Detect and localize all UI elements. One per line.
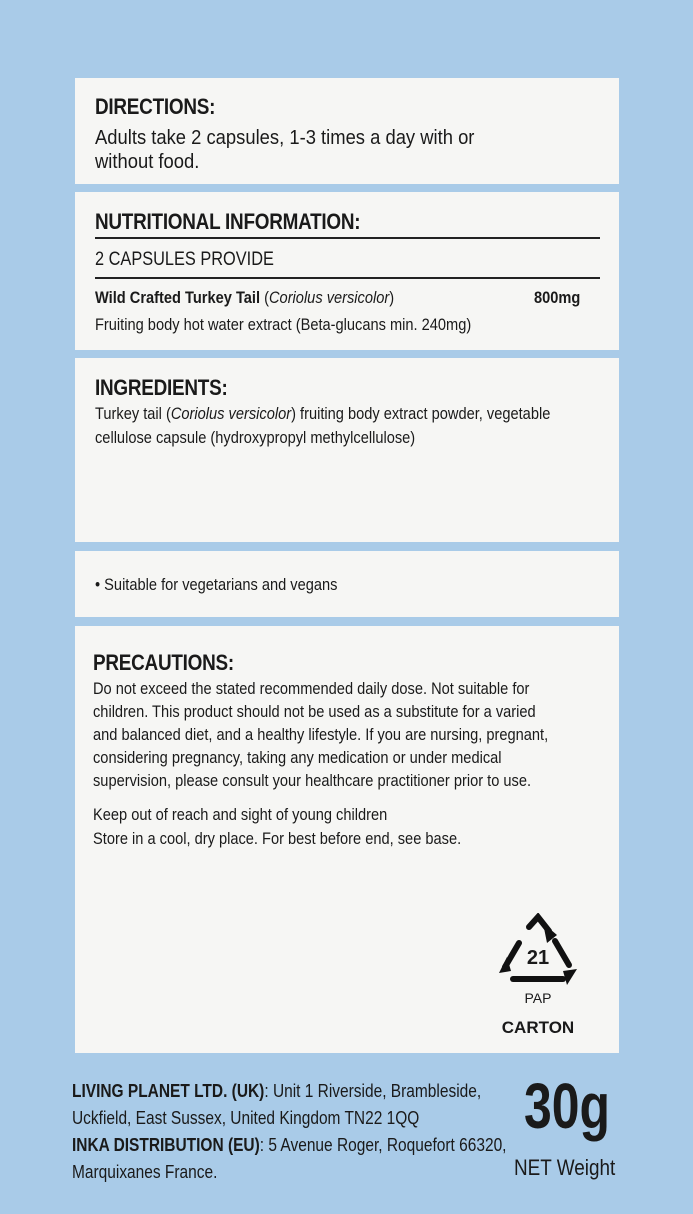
ingredients-panel — [75, 358, 619, 542]
footer-uk-line-1: LIVING PLANET LTD. (UK): Unit 1 Riverside, Brambleside, — [72, 1081, 482, 1101]
recycling-material: CARTON — [501, 1018, 575, 1037]
precautions-line-1: Do not exceed the stated recommended daily dose. Not suitable for — [93, 679, 530, 698]
precautions-line-4: considering pregnancy, taking any medication or under medical — [93, 748, 502, 767]
net-weight-label: NET Weight — [514, 1155, 616, 1180]
nutrition-item-amount: 800mg — [534, 288, 581, 307]
nutrition-item-latin: Coriolus versicolor — [269, 288, 390, 307]
nutrition-panel — [75, 192, 619, 350]
nutrition-item-name: Wild Crafted Turkey Tail — [95, 288, 261, 307]
nutrition-item-detail: Fruiting body hot water extract (Beta-glucans min. 240mg) — [95, 315, 472, 334]
precautions-heading: PRECAUTIONS: — [93, 650, 234, 675]
nutrition-rule-top — [95, 237, 600, 239]
directions-heading: DIRECTIONS: — [95, 94, 216, 119]
directions-line-2: without food. — [95, 151, 200, 173]
precautions-line-3: and balanced diet, and a healthy lifestyle. If you are nursing, pregnant, — [93, 725, 549, 744]
directions-line-1: Adults take 2 capsules, 1-3 times a day with or — [95, 127, 475, 149]
recycling-abbr: PAP — [524, 990, 552, 1006]
suitability-panel — [75, 551, 619, 617]
ingredients-line-1: Turkey tail (Coriolus versicolor) fruiting body extract powder, vegetable — [95, 404, 551, 423]
ingredients-line-2: cellulose capsule (hydroxypropyl methylcellulose) — [95, 428, 416, 447]
nutrition-item-row: Wild Crafted Turkey Tail (Coriolus versicolor) — [95, 288, 395, 307]
nutrition-rule-mid — [95, 277, 600, 279]
storage-line-1: Keep out of reach and sight of young children — [93, 805, 388, 824]
precautions-line-2: children. This product should not be used as a substitute for a varied — [93, 702, 536, 721]
nutrition-subheading: 2 CAPSULES PROVIDE — [95, 249, 274, 270]
footer-uk-line-2: Uckfield, East Sussex, United Kingdom TN22 1QQ — [72, 1108, 420, 1128]
eu-company-name: INKA DISTRIBUTION (EU) — [72, 1135, 260, 1155]
footer-address — [72, 1078, 512, 1186]
uk-company-name: LIVING PLANET LTD. (UK) — [72, 1081, 265, 1101]
directions-panel — [75, 78, 619, 184]
ingredients-latin: Coriolus versicolor — [170, 404, 292, 423]
recycling-code: 21 — [526, 947, 550, 969]
suitability-text: • Suitable for vegetarians and vegans — [95, 575, 338, 594]
ingredients-heading: INGREDIENTS: — [95, 375, 228, 400]
storage-line-2: Store in a cool, dry place. For best before end, see base. — [93, 829, 462, 848]
precautions-panel — [75, 626, 619, 1053]
footer-eu-line-1: INKA DISTRIBUTION (EU): 5 Avenue Roger, Roquefort 66320, — [72, 1135, 507, 1155]
nutrition-heading: NUTRITIONAL INFORMATION: — [95, 209, 361, 234]
net-weight-value: 30g — [524, 1070, 611, 1142]
precautions-line-5: supervision, please consult your healthcare practitioner prior to use. — [93, 771, 532, 790]
footer-eu-line-2: Marquixanes France. — [72, 1162, 218, 1182]
